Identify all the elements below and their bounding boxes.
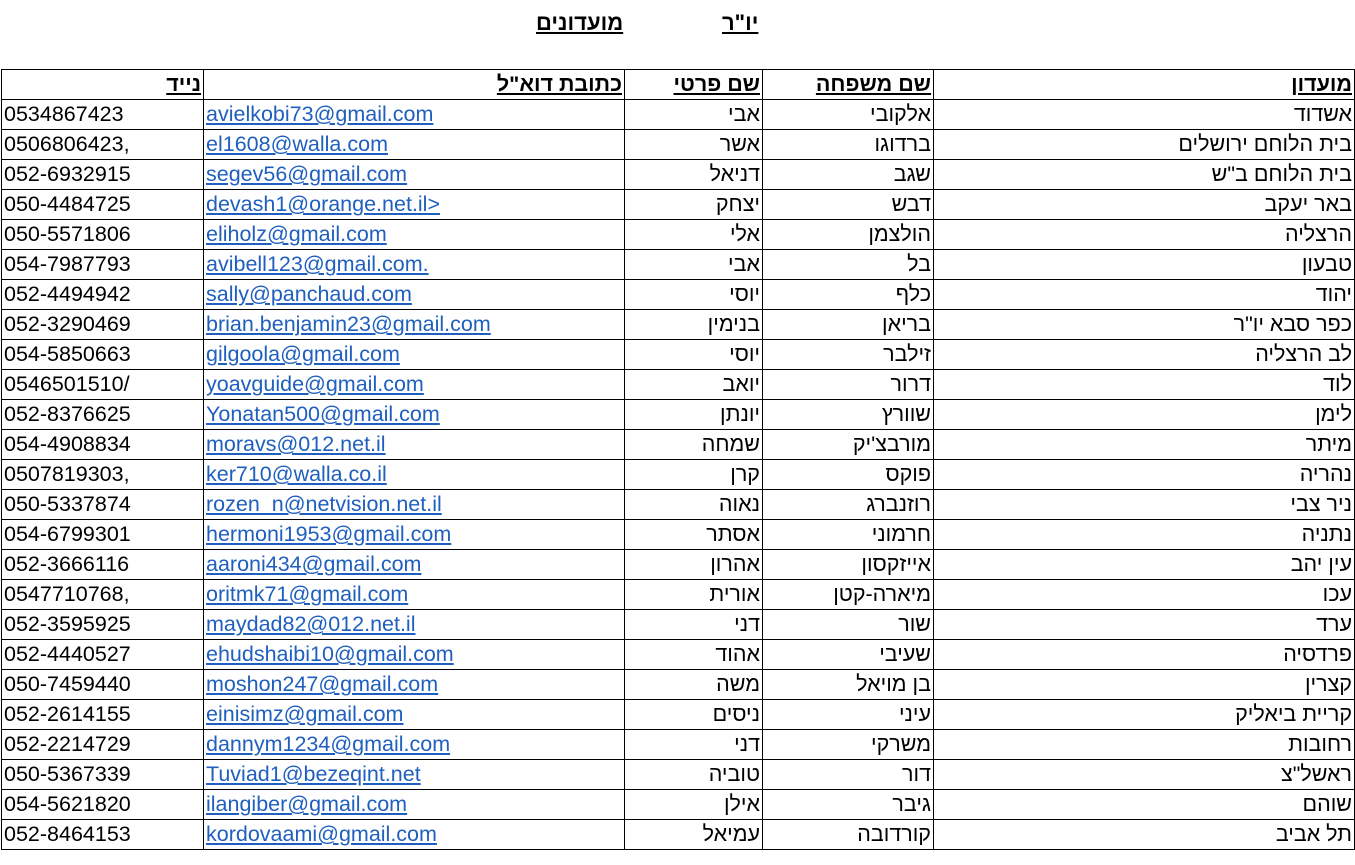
first-name-cell: אבי <box>625 250 763 280</box>
table-row <box>2 280 1355 310</box>
email-link[interactable]: hermoni1953@gmail.com <box>206 522 452 546</box>
club-cell: קריית ביאליק <box>934 700 1355 730</box>
email-link[interactable]: eliholz@gmail.com <box>206 222 387 246</box>
column-header-email: כתובת דוא"ל <box>204 70 625 100</box>
first-name-cell: אהוד <box>625 640 763 670</box>
email-link[interactable]: maydad82@012.net.il <box>206 612 416 636</box>
email-cell <box>204 100 625 130</box>
email-cell <box>204 190 625 220</box>
last-name-cell: ברדוגו <box>763 130 934 160</box>
last-name-cell: דבש <box>763 190 934 220</box>
first-name-cell: אלי <box>625 220 763 250</box>
club-cell: תל אביב <box>934 820 1355 850</box>
email-cell <box>204 280 625 310</box>
email-link[interactable]: el1608@walla.com <box>206 132 388 156</box>
last-name-cell: רוזנברג <box>763 490 934 520</box>
email-cell <box>204 250 625 280</box>
club-cell: לימן <box>934 400 1355 430</box>
table-row <box>2 610 1355 640</box>
first-name-cell: שמחה <box>625 430 763 460</box>
phone-cell: 052-3595925 <box>2 610 204 640</box>
last-name-cell: מיארה-קטן <box>763 580 934 610</box>
phone-cell: 054-5621820 <box>2 790 204 820</box>
club-cell: באר יעקב <box>934 190 1355 220</box>
last-name-cell: דרור <box>763 370 934 400</box>
email-link[interactable]: oritmk71@gmail.com <box>206 582 409 606</box>
phone-cell: 050-4484725 <box>2 190 204 220</box>
email-cell <box>204 610 625 640</box>
column-header-phone: נייד <box>2 70 204 100</box>
club-cell: יהוד <box>934 280 1355 310</box>
first-name-cell: יצחק <box>625 190 763 220</box>
club-cell: מיתר <box>934 430 1355 460</box>
first-name-cell: אילן <box>625 790 763 820</box>
first-name-cell: טוביה <box>625 760 763 790</box>
table-row <box>2 760 1355 790</box>
email-link[interactable]: sally@panchaud.com <box>206 282 412 306</box>
email-link[interactable]: gilgoola@gmail.com <box>206 342 400 366</box>
club-cell: בית הלוחם ב"ש <box>934 160 1355 190</box>
first-name-cell: יוסי <box>625 280 763 310</box>
table-row <box>2 490 1355 520</box>
table-row <box>2 580 1355 610</box>
first-name-cell: אסתר <box>625 520 763 550</box>
email-cell <box>204 760 625 790</box>
email-cell <box>204 220 625 250</box>
first-name-cell: דניאל <box>625 160 763 190</box>
table-row <box>2 250 1355 280</box>
first-name-cell: נאוה <box>625 490 763 520</box>
table-row <box>2 160 1355 190</box>
last-name-cell: בן מויאל <box>763 670 934 700</box>
last-name-cell: הולצמן <box>763 220 934 250</box>
email-link[interactable]: avibell123@gmail.com. <box>206 252 429 276</box>
table-row <box>2 550 1355 580</box>
table-row <box>2 340 1355 370</box>
email-link[interactable]: ker710@walla.co.il <box>206 462 387 486</box>
club-cell: עין יהב <box>934 550 1355 580</box>
club-cell: לוד <box>934 370 1355 400</box>
last-name-cell: אלקובי <box>763 100 934 130</box>
phone-cell: 052-8464153 <box>2 820 204 850</box>
last-name-cell: קורדובה <box>763 820 934 850</box>
table-row <box>2 100 1355 130</box>
email-cell <box>204 730 625 760</box>
last-name-cell: שעיבי <box>763 640 934 670</box>
club-cell: פרדסיה <box>934 640 1355 670</box>
first-name-cell: קרן <box>625 460 763 490</box>
email-cell <box>204 340 625 370</box>
email-link[interactable]: ehudshaibi10@gmail.com <box>206 642 454 666</box>
phone-cell: 050-5571806 <box>2 220 204 250</box>
table-row <box>2 460 1355 490</box>
first-name-cell: אורית <box>625 580 763 610</box>
first-name-cell: יוסי <box>625 340 763 370</box>
first-name-cell: ניסים <box>625 700 763 730</box>
first-name-cell: יונתן <box>625 400 763 430</box>
email-link[interactable]: rozen_n@netvision.net.il <box>206 492 442 516</box>
phone-cell: 0507819303, <box>2 460 204 490</box>
email-link[interactable]: moravs@012.net.il <box>206 432 386 456</box>
last-name-cell: אייזקסון <box>763 550 934 580</box>
club-cell: נהריה <box>934 460 1355 490</box>
first-name-cell: דני <box>625 730 763 760</box>
column-header-first-name: שם פרטי <box>625 70 763 100</box>
last-name-cell: כלף <box>763 280 934 310</box>
table-row <box>2 730 1355 760</box>
phone-cell: 052-2614155 <box>2 700 204 730</box>
email-link[interactable]: segev56@gmail.com <box>206 162 408 186</box>
first-name-cell: בנימין <box>625 310 763 340</box>
last-name-cell: שוורץ <box>763 400 934 430</box>
phone-cell: 054-4908834 <box>2 430 204 460</box>
email-cell <box>204 820 625 850</box>
email-link[interactable]: Tuviad1@bezeqint.net <box>206 762 421 786</box>
table-row <box>2 400 1355 430</box>
last-name-cell: חרמוני <box>763 520 934 550</box>
last-name-cell: זילבר <box>763 340 934 370</box>
table-row <box>2 190 1355 220</box>
phone-cell: 050-7459440 <box>2 670 204 700</box>
last-name-cell: דור <box>763 760 934 790</box>
last-name-cell: בל <box>763 250 934 280</box>
chairmen-table <box>1 69 1355 850</box>
email-link[interactable]: brian.benjamin23@gmail.com <box>206 312 491 336</box>
first-name-cell: עמיאל <box>625 820 763 850</box>
email-cell <box>204 370 625 400</box>
phone-cell: 0546501510/ <box>2 370 204 400</box>
table-row <box>2 640 1355 670</box>
email-cell <box>204 400 625 430</box>
table-row <box>2 790 1355 820</box>
last-name-cell: גיבר <box>763 790 934 820</box>
last-name-cell: בריאן <box>763 310 934 340</box>
email-link[interactable]: devash1@orange.net.il> <box>206 192 441 216</box>
phone-cell: 054-6799301 <box>2 520 204 550</box>
club-cell: קצרין <box>934 670 1355 700</box>
last-name-cell: פוקס <box>763 460 934 490</box>
club-cell: רחובות <box>934 730 1355 760</box>
last-name-cell: שגב <box>763 160 934 190</box>
phone-cell: 054-7987793 <box>2 250 204 280</box>
table-row <box>2 700 1355 730</box>
first-name-cell: אהרון <box>625 550 763 580</box>
club-cell: טבעון <box>934 250 1355 280</box>
table-row <box>2 220 1355 250</box>
email-cell <box>204 430 625 460</box>
phone-cell: 0506806423, <box>2 130 204 160</box>
email-cell <box>204 460 625 490</box>
email-cell <box>204 670 625 700</box>
club-cell: עכו <box>934 580 1355 610</box>
phone-cell: 052-6932915 <box>2 160 204 190</box>
phone-cell: 0547710768, <box>2 580 204 610</box>
club-cell: לב הרצליה <box>934 340 1355 370</box>
email-cell <box>204 580 625 610</box>
club-cell: בית הלוחם ירושלים <box>934 130 1355 160</box>
first-name-cell: אבי <box>625 100 763 130</box>
first-name-cell: משה <box>625 670 763 700</box>
title-clubs: מועדונים <box>536 10 624 35</box>
club-cell: ערד <box>934 610 1355 640</box>
phone-cell: 050-5367339 <box>2 760 204 790</box>
club-cell: שוהם <box>934 790 1355 820</box>
email-link[interactable]: aaroni434@gmail.com <box>206 552 422 576</box>
table-row <box>2 430 1355 460</box>
phone-cell: 052-3666116 <box>2 550 204 580</box>
email-link[interactable]: avielkobi73@gmail.com <box>206 102 434 126</box>
phone-cell: 052-2214729 <box>2 730 204 760</box>
last-name-cell: שור <box>763 610 934 640</box>
phone-cell: 052-3290469 <box>2 310 204 340</box>
club-cell: נתניה <box>934 520 1355 550</box>
email-cell <box>204 790 625 820</box>
column-header-club: מועדון <box>934 70 1355 100</box>
email-link[interactable]: ilangiber@gmail.com <box>206 792 408 816</box>
club-cell: הרצליה <box>934 220 1355 250</box>
phone-cell: 0534867423 <box>2 100 204 130</box>
email-cell <box>204 490 625 520</box>
table-row <box>2 310 1355 340</box>
header-row <box>2 70 1355 100</box>
club-cell: כפר סבא יו"ר <box>934 310 1355 340</box>
email-cell <box>204 130 625 160</box>
phone-cell: 052-4494942 <box>2 280 204 310</box>
email-link[interactable]: yoavguide@gmail.com <box>206 372 424 396</box>
email-cell <box>204 160 625 190</box>
phone-cell: 052-4440527 <box>2 640 204 670</box>
table-row <box>2 670 1355 700</box>
phone-cell: 054-5850663 <box>2 340 204 370</box>
table-row <box>2 520 1355 550</box>
table-row <box>2 130 1355 160</box>
phone-cell: 052-8376625 <box>2 400 204 430</box>
email-link[interactable]: einisimz@gmail.com <box>206 702 404 726</box>
email-cell <box>204 700 625 730</box>
email-cell <box>204 550 625 580</box>
last-name-cell: עיני <box>763 700 934 730</box>
column-header-last-name: שם משפחה <box>763 70 934 100</box>
first-name-cell: אשר <box>625 130 763 160</box>
phone-cell: 050-5337874 <box>2 490 204 520</box>
email-link[interactable]: moshon247@gmail.com <box>206 672 439 696</box>
email-cell <box>204 520 625 550</box>
last-name-cell: מורבצ'יק <box>763 430 934 460</box>
title-chairman: יו"ר <box>722 10 759 35</box>
last-name-cell: משרקי <box>763 730 934 760</box>
email-link[interactable]: kordovaami@gmail.com <box>206 822 437 846</box>
email-cell <box>204 310 625 340</box>
table-row <box>2 820 1355 850</box>
first-name-cell: יואב <box>625 370 763 400</box>
club-cell: ניר צבי <box>934 490 1355 520</box>
club-cell: ראשל"צ <box>934 760 1355 790</box>
club-cell: אשדוד <box>934 100 1355 130</box>
email-cell <box>204 640 625 670</box>
table-row <box>2 370 1355 400</box>
email-link[interactable]: Yonatan500@gmail.com <box>206 402 440 426</box>
first-name-cell: דני <box>625 610 763 640</box>
email-link[interactable]: dannym1234@gmail.com <box>206 732 451 756</box>
